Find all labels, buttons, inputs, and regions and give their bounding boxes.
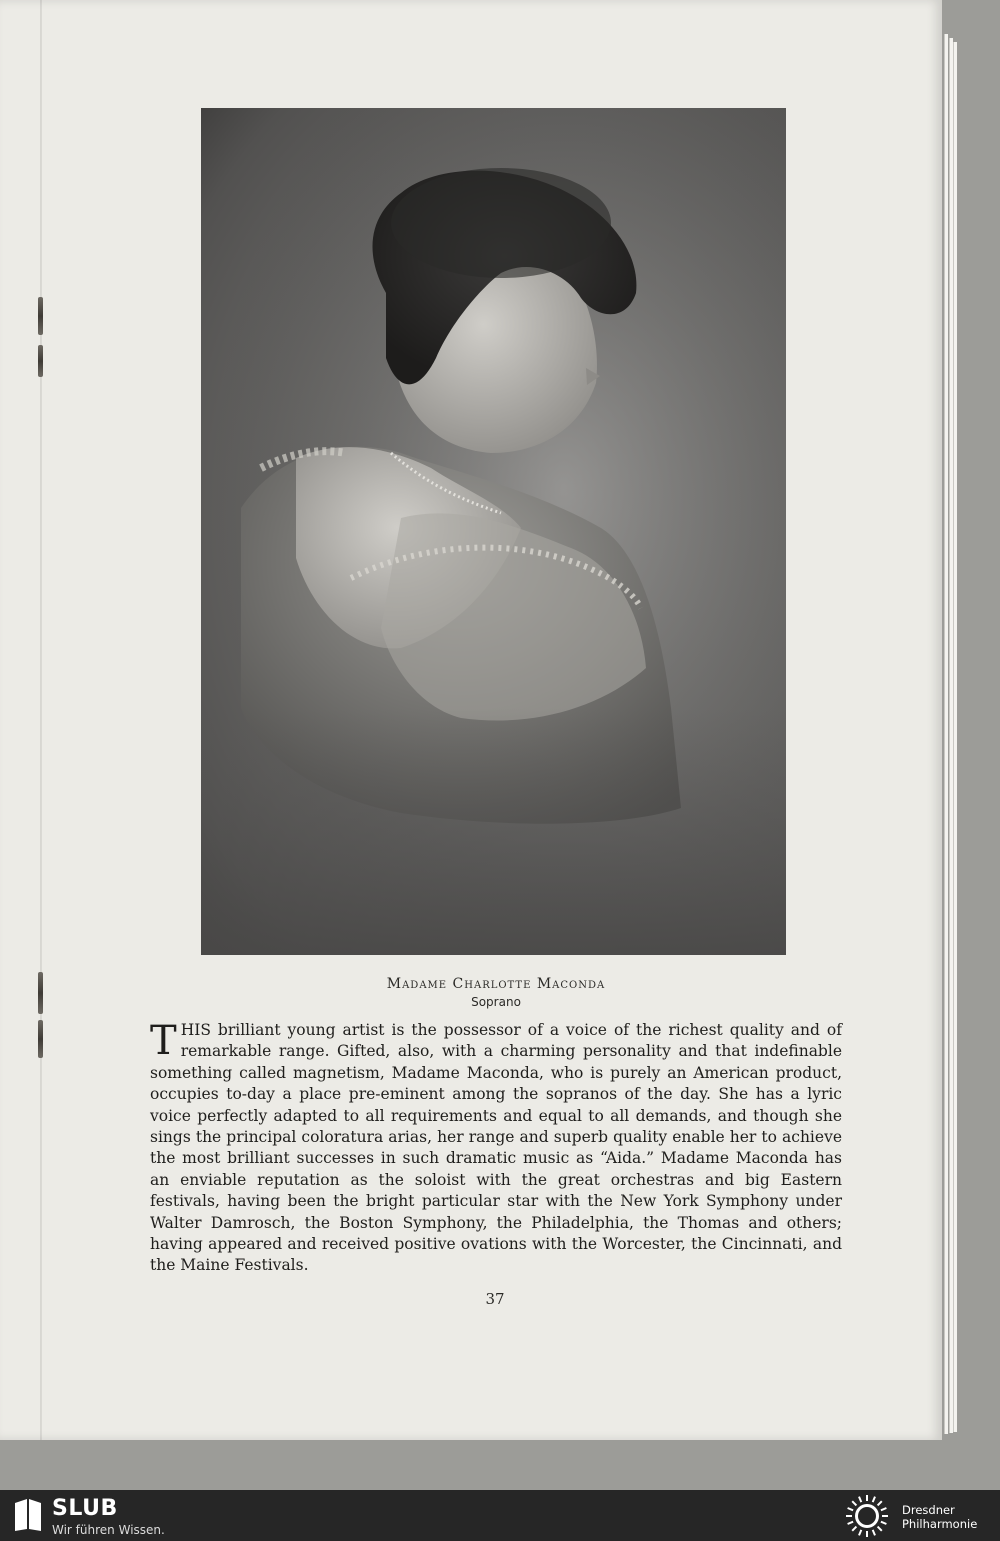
drop-cap: T — [150, 1018, 177, 1064]
staple — [38, 297, 43, 335]
staple — [38, 972, 43, 1014]
portrait-drawing — [201, 108, 786, 955]
caption-name: Madame Charlotte Maconda — [386, 976, 606, 992]
sunburst-logo-icon — [839, 1493, 895, 1539]
caption-role: Soprano — [471, 995, 521, 1009]
philharmonie-name-line2: Philharmonie — [902, 1517, 978, 1531]
slub-book-icon — [13, 1497, 43, 1533]
footer-bar — [0, 1490, 1000, 1541]
slub-tagline: Wir führen Wissen. — [52, 1523, 165, 1537]
page-number: 37 — [485, 1290, 505, 1308]
page-edge — [944, 34, 948, 1434]
slub-name: SLUB — [52, 1496, 118, 1521]
article-text: HIS brilliant young artist is the possessor of a voice of the richest quality and of remarkable range. Gifted, also, with a charming personality and that indefinable something called magnetism, Madame Maconda, who is purely an American product, occupies to-day a place pre-eminent among the sopranos of the day. She has a lyric voice perfectly adapted to all requirements and equal to all demands, and though she sings the principal coloratura arias, her range and superb quality enable her to achieve the most brilliant successes in such dramatic music as “Aida.” Madame Maconda has an enviable reputation as the soloist with the great orchestras and big Eastern festivals, having been the bright particular star with the New York Symphony under Walter Damrosch, the Boston Symphony, the Philadelphia, the Thomas and others; having appeared and received positive ovations with the Worcester, the Cincinnati, and the Maine Festivals. — [150, 1021, 842, 1275]
portrait-photograph — [201, 108, 786, 955]
page-edge — [953, 42, 957, 1432]
book-spine — [40, 0, 42, 1440]
philharmonie-name-line1: Dresdner — [902, 1503, 955, 1517]
staple — [38, 1020, 43, 1058]
staple — [38, 345, 43, 377]
article-body — [150, 1020, 842, 1277]
photo-caption — [150, 976, 842, 1009]
